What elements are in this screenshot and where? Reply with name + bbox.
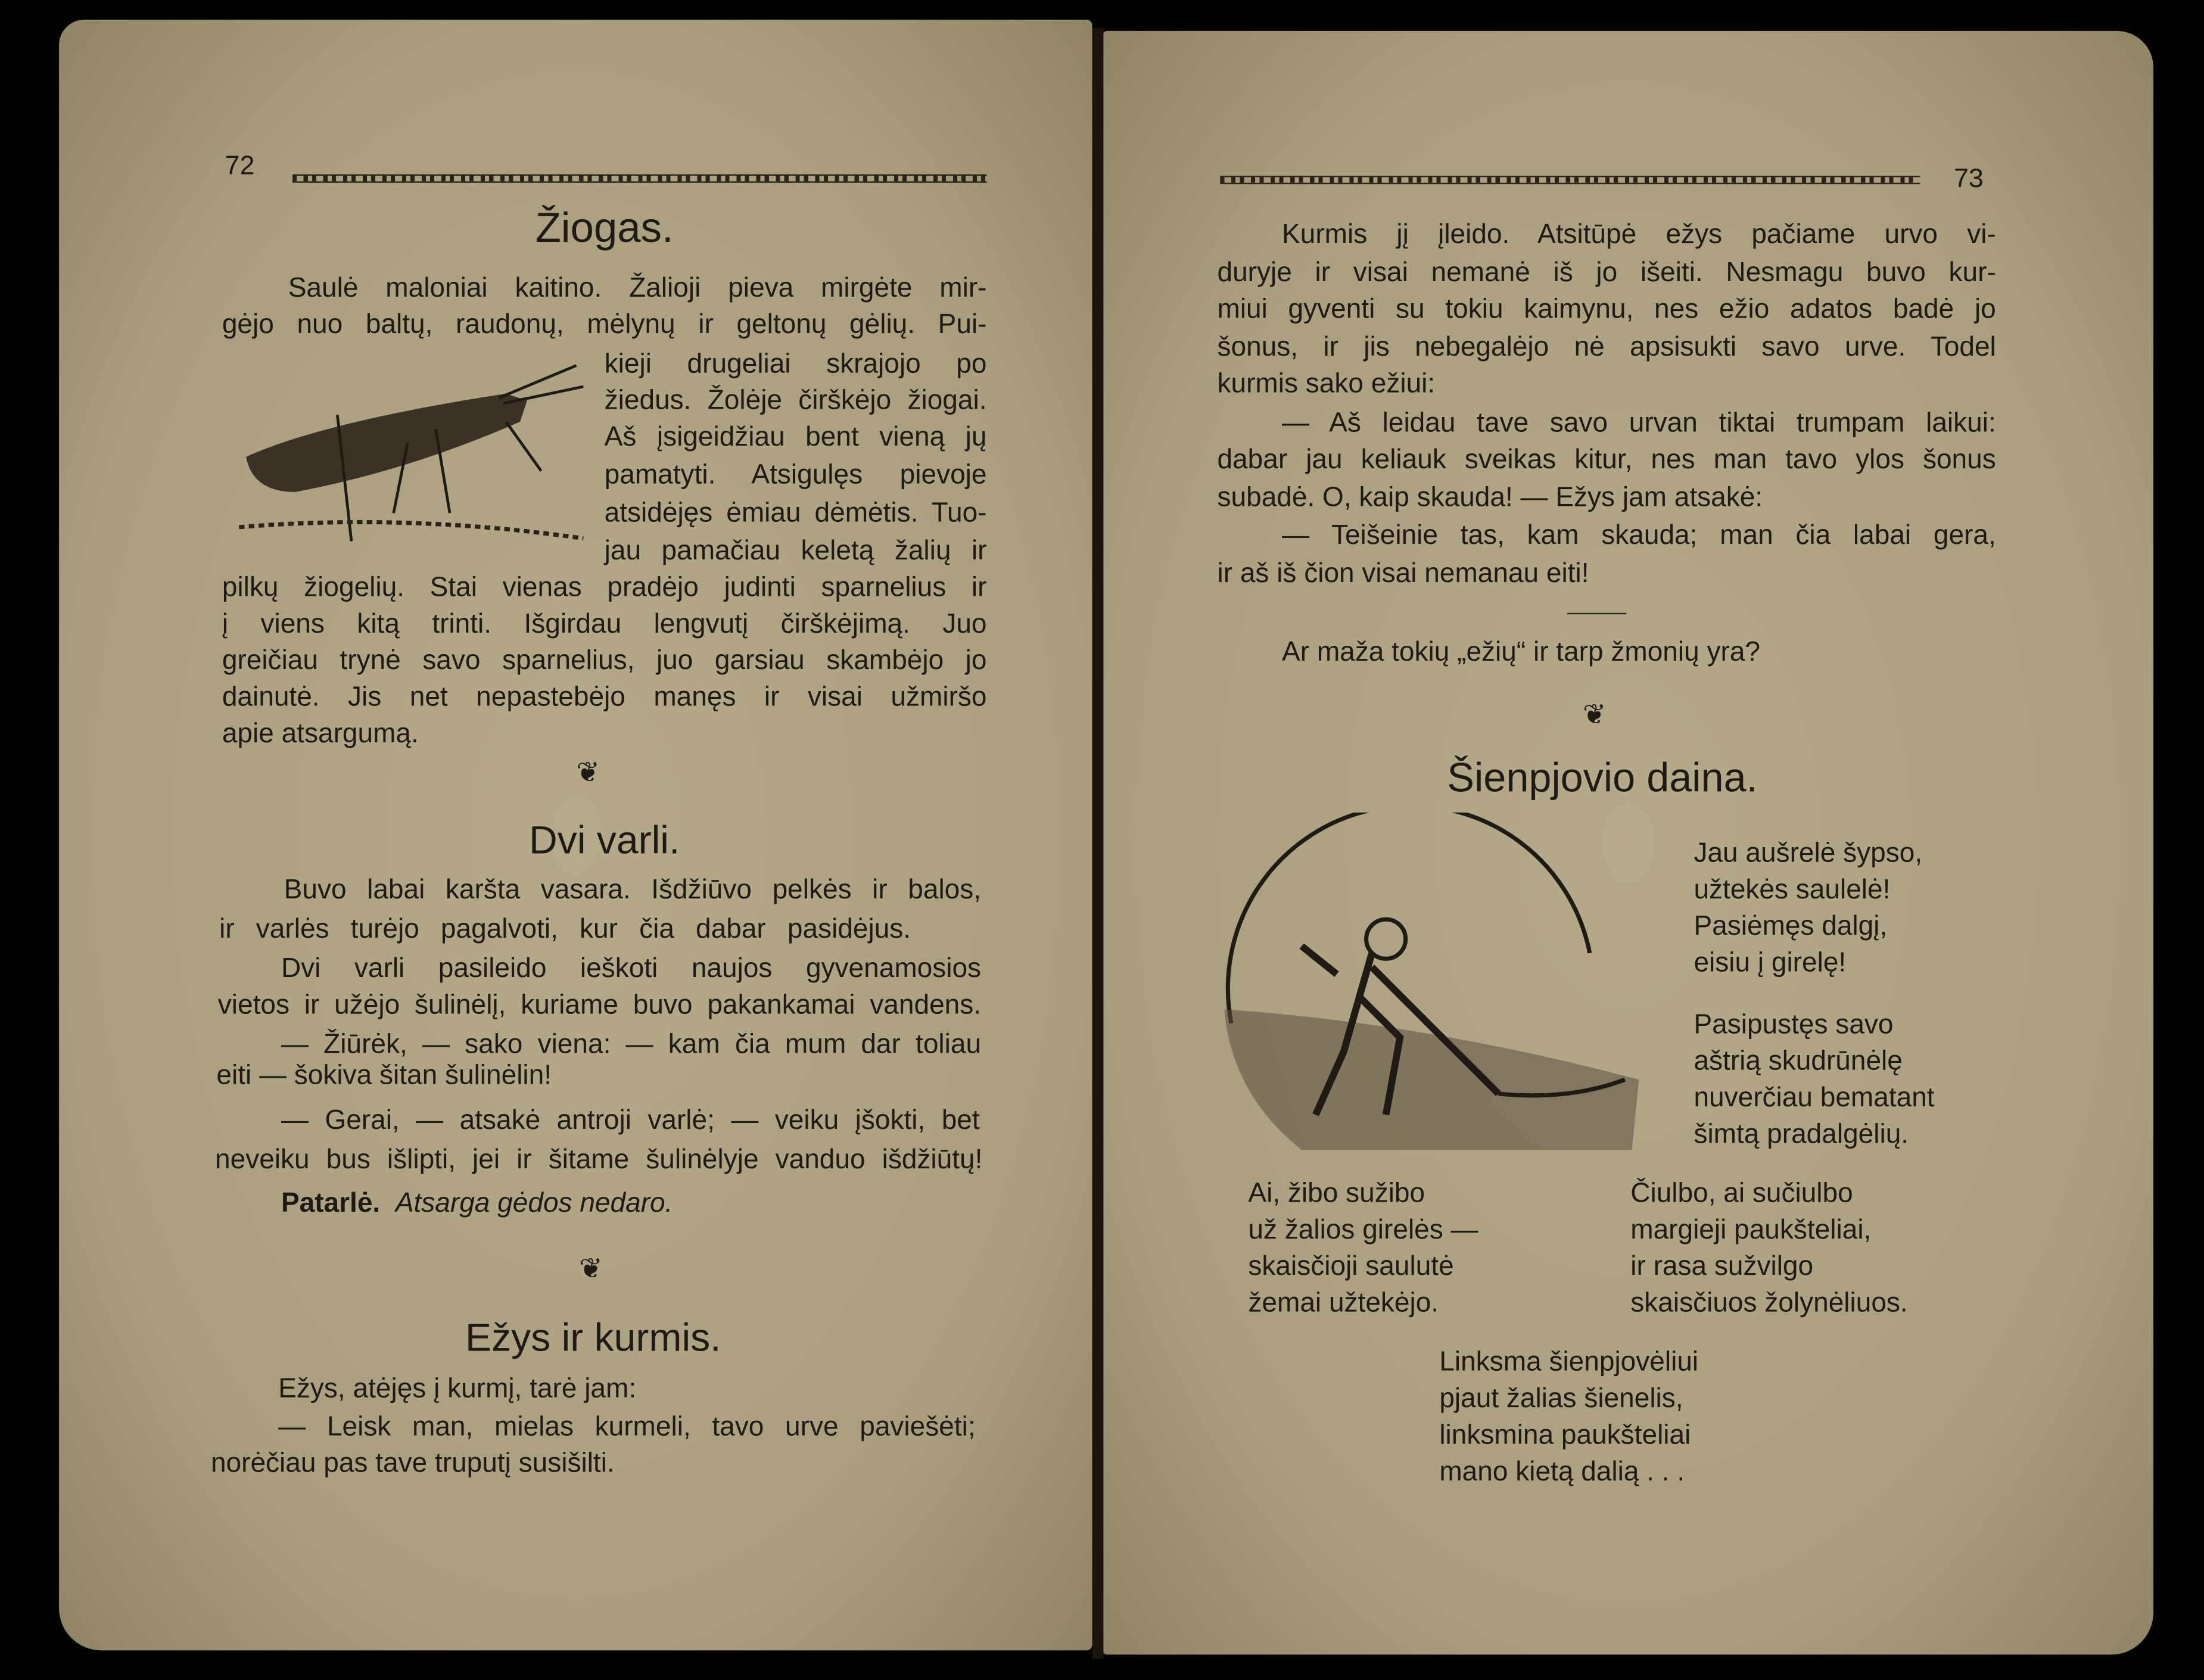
moral-question: Ar maža tokių „ežių“ ir tarp žmonių yra?: [1282, 636, 1761, 668]
ornament-rule: [292, 175, 987, 183]
verse-line: ir rasa sužvilgo: [1630, 1251, 1814, 1283]
text-line: ir varlės turėjo pagalvoti, kur čia dabar pasidėjus.: [219, 913, 911, 945]
section-title-ezys-ir-kurmis: Ežys ir kurmis.: [465, 1315, 721, 1359]
verse-line: Jau aušrelė šypso,: [1694, 838, 1923, 869]
poem-stanza-3: [1248, 1175, 1478, 1321]
poem-stanza-2: [1694, 1007, 1934, 1153]
text-line: Saulė maloniai kaitino. Žalioji pieva mirgėte mir-: [288, 272, 987, 304]
text-line: apie atsargumą.: [222, 718, 419, 749]
leaf-ornament-icon: ❦: [576, 757, 600, 789]
verse-line: linksmina paukšteliai: [1439, 1420, 1691, 1451]
proverb-text: Atsarga gėdos nedaro.: [395, 1187, 673, 1219]
verse-line: Pasiėmęs dalgį,: [1694, 911, 1888, 942]
text-line: dabar jau keliauk sveikas kitur, nes man tavo ylos šonus: [1217, 444, 1996, 475]
text-line: — Žiūrėk, — sako viena: — kam čia mum dar toliau: [281, 1029, 982, 1060]
text-line: jau pamačiau keletą žalių ir: [604, 536, 987, 567]
divider-rule: [1567, 613, 1626, 614]
verse-line: užtekės saulelė!: [1694, 874, 1891, 906]
verse-line: už žalios girelės —: [1248, 1214, 1478, 1246]
text-line: kurmis sako ežiui:: [1217, 368, 1436, 400]
verse-line: Linksma šienpjovėliui: [1439, 1346, 1699, 1378]
text-line: vietos ir užėjo šulinėlį, kuriame buvo pakankamai vandens.: [217, 990, 982, 1021]
verse-line: mano kietą dalią . . .: [1439, 1456, 1685, 1488]
verse-line: Pasipustęs savo: [1694, 1009, 1894, 1041]
verse-line: Ai, žibo sužibo: [1248, 1178, 1425, 1209]
text-line: — Gerai, — atsakė antroji varlė; — veiku įšokti, bet: [281, 1105, 980, 1136]
text-line: subadė. O, kaip skauda! — Ežys jam atsakė:: [1217, 482, 1763, 514]
text-line: pilkų žiogelių. Stai vienas pradėjo judinti sparnelius ir: [222, 572, 987, 603]
verse-line: eisiu į girelę!: [1694, 947, 1847, 979]
text-line: — Leisk man, mielas kurmeli, tavo urve paviešėti;: [278, 1411, 976, 1443]
mower-illustration: [1218, 813, 1646, 1157]
text-line: ir aš iš čion visai nemanau eiti!: [1217, 558, 1589, 589]
text-line: — Teišeinie tas, kam skauda; man čia labai gera,: [1282, 520, 1996, 552]
poem-stanza-4: [1630, 1175, 1907, 1321]
text-line: šonus, ir jis nebegalėjo nė apsisukti savo urve. Todel: [1217, 331, 1996, 363]
section-title-dvi-varli: Dvi varli.: [529, 818, 680, 862]
poem-stanza-1: [1694, 835, 1922, 981]
text-line: kieji drugeliai skrajojo po: [604, 349, 987, 380]
text-line: neveiku bus išlipti, jei ir šitame šulinėlyje vanduo išdžiūtų!: [215, 1144, 983, 1175]
leaf-ornament-icon: ❦: [1583, 700, 1607, 732]
verse-line: žemai užtekėjo.: [1248, 1287, 1439, 1319]
text-line: eiti — šokiva šitan šulinėlin!: [216, 1060, 552, 1091]
verse-line: Čiulbo, ai sučiulbo: [1630, 1178, 1853, 1209]
book-gutter: [1092, 28, 1103, 1659]
verse-line: pjaut žalias šienelis,: [1439, 1383, 1683, 1414]
text-line: pamatyti. Atsigulęs pievoje: [604, 459, 987, 491]
text-line: Aš įsigeidžiau bent vieną jų: [604, 421, 987, 453]
text-line: miui gyventi su tokiu kaimynu, nes ežio adatos badė jo: [1217, 294, 1996, 325]
text-line: Buvo labai karšta vasara. Išdžiūvo pelkės ir balos,: [284, 874, 982, 906]
text-line: dainutė. Jis net nepastebėjo manęs ir visai užmiršo: [222, 682, 987, 713]
text-line: gėjo nuo baltų, raudonų, mėlynų ir geltonų gėlių. Pui-: [222, 309, 987, 341]
text-line: greičiau trynė savo sparnelius, juo garsiau skambėjo jo: [222, 645, 987, 677]
proverb-label: Patarlė.: [281, 1187, 381, 1219]
page-number-right: 73: [1953, 164, 1984, 194]
text-line: Ežys, atėjęs į kurmį, tarė jam:: [278, 1373, 637, 1405]
verse-line: skaisčioji saulutė: [1248, 1251, 1454, 1283]
grasshopper-illustration: [239, 359, 590, 549]
page-number-left: 72: [225, 151, 255, 182]
poem-stanza-5: [1439, 1344, 1698, 1490]
verse-line: margieji paukšteliai,: [1630, 1214, 1872, 1246]
text-line: į viens kitą trinti. Išgirdau lengvutį čirškėjimą. Juo: [222, 608, 987, 640]
text-line: Dvi varli pasileido ieškoti naujos gyvenamosios: [281, 953, 982, 984]
text-line: duryje ir visai nemanė iš jo išeiti. Nesmagu buvo kur-: [1217, 257, 1996, 288]
verse-line: skaisčiuos žolynėliuos.: [1630, 1287, 1908, 1319]
text-line: — Aš leidau tave savo urvan tiktai trumpam laikui:: [1282, 407, 1996, 439]
section-title-sienpjovio-daina: Šienpjovio daina.: [1447, 756, 1758, 802]
text-line: norėčiau pas tave truputį susišilti.: [210, 1448, 615, 1479]
section-title-ziogas: Žiogas.: [535, 205, 674, 252]
text-line: Kurmis jį įleido. Atsitūpė ežys pačiame urvo vi-: [1282, 219, 1996, 251]
leaf-ornament-icon: ❦: [579, 1253, 603, 1285]
proverb: [281, 1185, 673, 1221]
verse-line: nuverčiau bematant: [1694, 1082, 1935, 1113]
ornament-rule: [1220, 176, 1920, 184]
verse-line: aštrią skudrūnėlę: [1694, 1046, 1903, 1077]
text-line: atsidėjęs ėmiau dėmėtis. Tuo-: [604, 497, 987, 529]
verse-line: šimtą pradalgėlių.: [1694, 1119, 1909, 1150]
text-line: žiedus. Žolėje čirškėjo žiogai.: [604, 385, 987, 416]
